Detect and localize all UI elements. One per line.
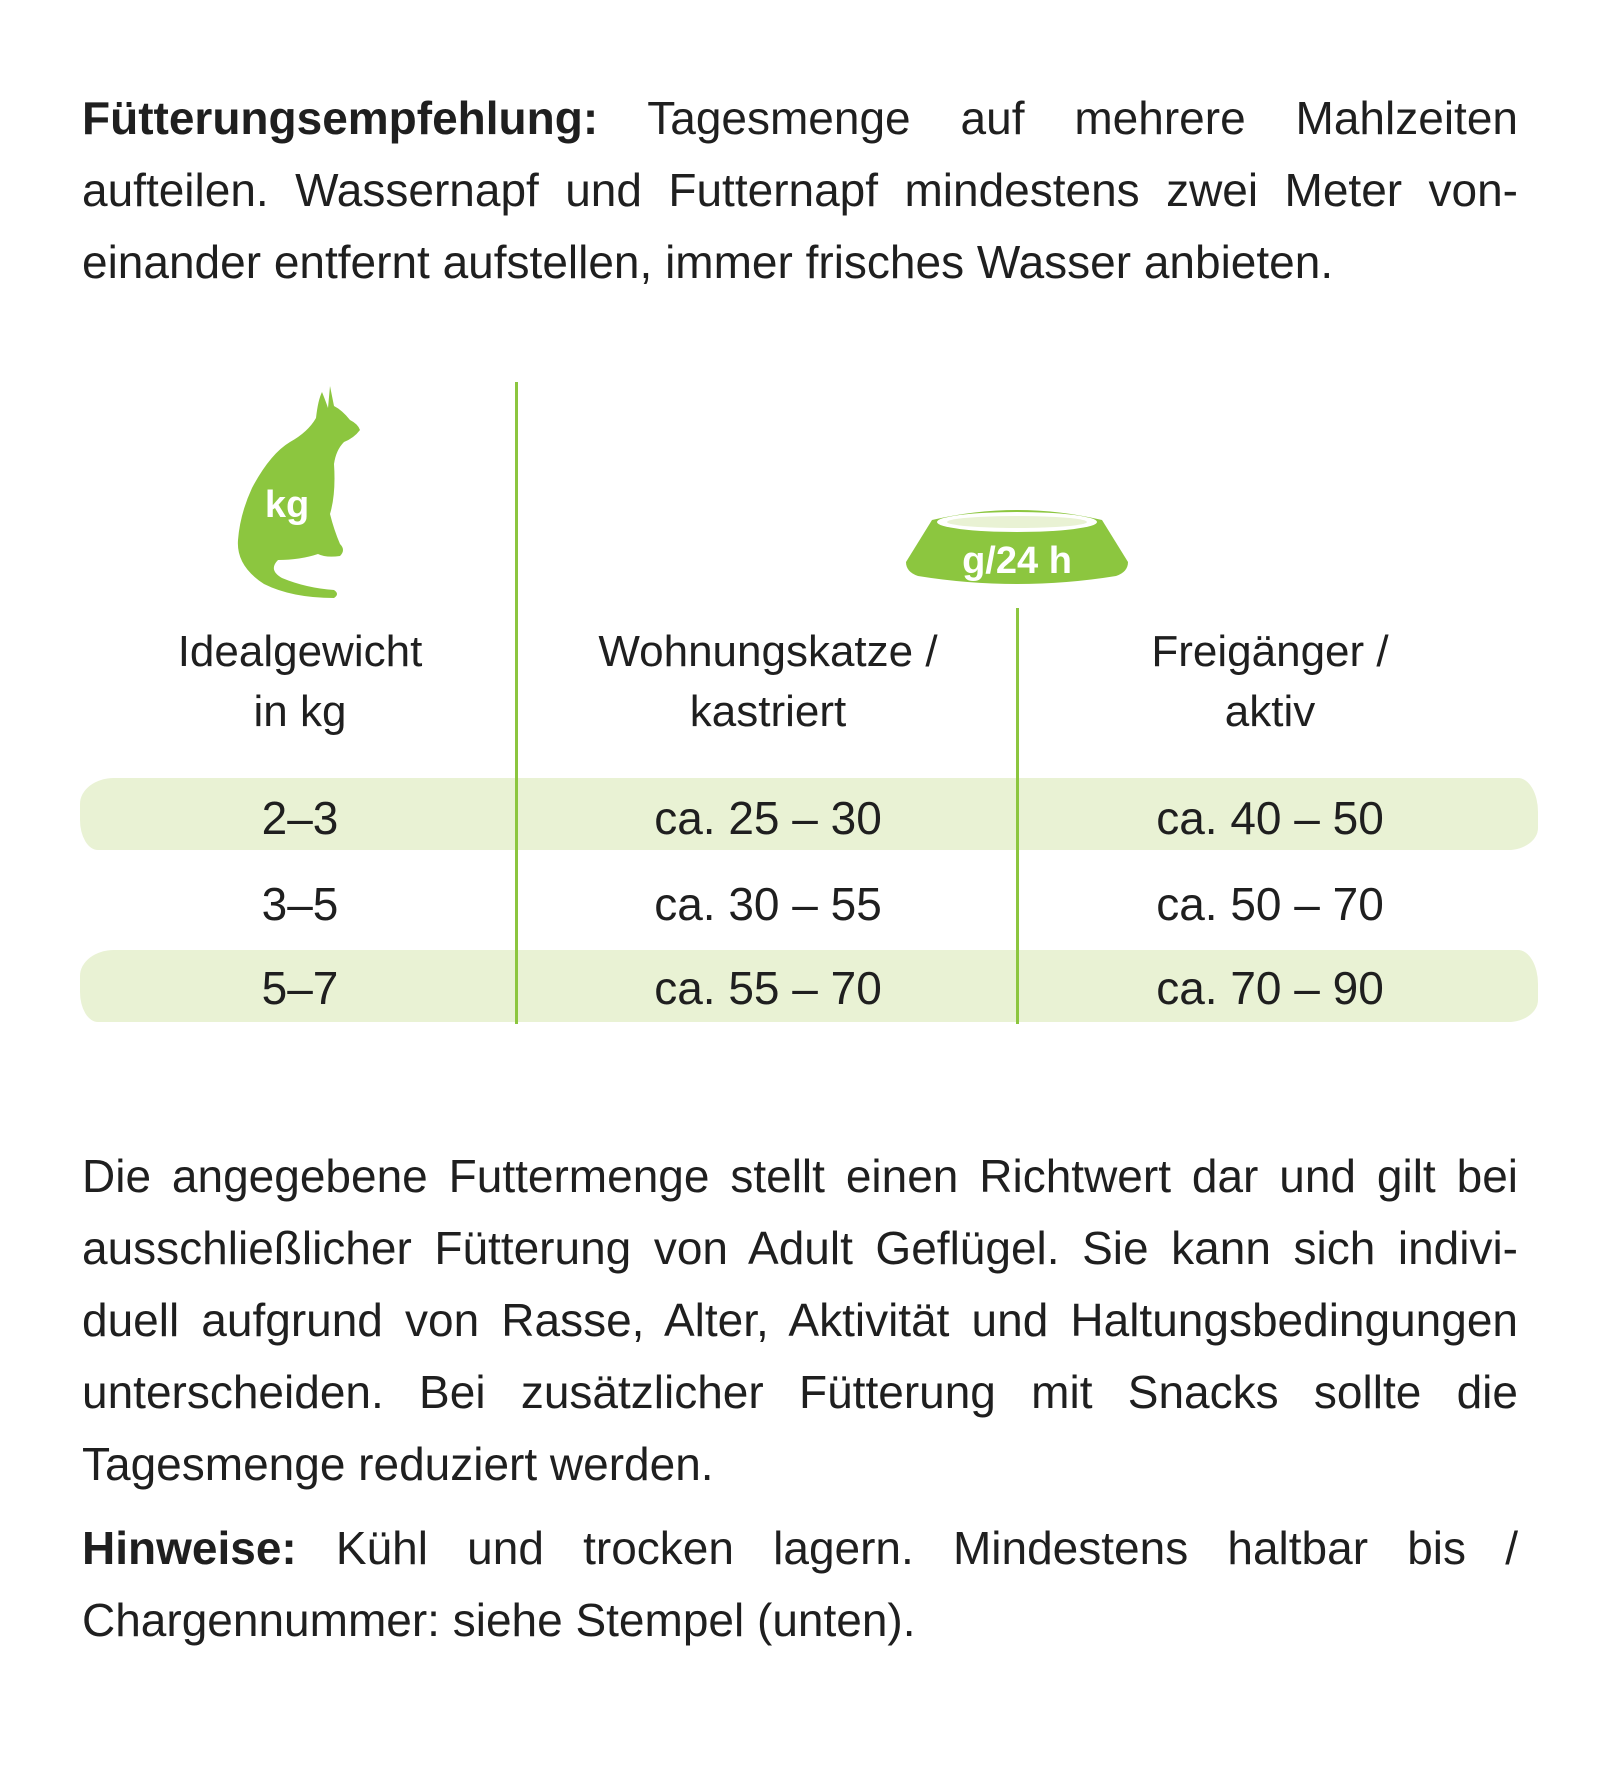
header-ideal-weight-line1: Idealgewicht — [177, 627, 423, 676]
cat-icon-label: kg — [264, 484, 310, 526]
header-indoor-cat-line2: kastriert — [689, 687, 847, 736]
header-indoor-cat — [520, 622, 1016, 742]
header-outdoor-cat-line1: Freigänger / — [1151, 627, 1389, 676]
feeding-recommendation-label: Fütterungsempfehlung: — [82, 92, 599, 144]
storage-hint-text: Kühl und trocken lagern. Mindestens haltbar bis / Chargennummer: siehe Stempel (unten). — [82, 1522, 1518, 1646]
header-ideal-weight-line2: in kg — [253, 687, 347, 736]
table-cell-indoor: ca. 30 – 55 — [654, 878, 882, 930]
table-cell-weight: 3–5 — [261, 878, 339, 930]
feeding-recommendation-paragraph — [82, 82, 1518, 298]
feeding-note-paragraph: Die angegebene Futtermenge stellt einen Richtwert dar und gilt bei ausschließlicher Fütterung von Adult Geflügel. Sie kann sich indivi-duell aufgrund von Rasse, Alter, Aktivität und Haltungsbedingungen unterscheiden. Bei zusätzlicher Fütterung mit Snacks sollte die Tagesmenge reduziert werden. — [82, 1150, 1518, 1490]
header-ideal-weight — [82, 622, 518, 742]
header-outdoor-cat-line2: aktiv — [1224, 687, 1316, 736]
storage-hint-label: Hinweise: — [82, 1522, 297, 1574]
table-cell-outdoor: ca. 40 – 50 — [1156, 792, 1384, 844]
header-outdoor-cat — [1020, 622, 1520, 742]
table-cell-weight: 5–7 — [261, 962, 339, 1014]
storage-hint-paragraph — [82, 1512, 1518, 1656]
column-divider-2 — [1016, 608, 1019, 1024]
table-cell-indoor: ca. 55 – 70 — [654, 962, 882, 1014]
table-cell-weight: 2–3 — [261, 792, 339, 844]
table-cell-outdoor: ca. 50 – 70 — [1156, 878, 1384, 930]
table-cell-indoor: ca. 25 – 30 — [654, 792, 882, 844]
feeding-recommendation-text: Tagesmenge auf mehrere Mahlzeiten aufteilen. Wassernapf und Futternapf mindestens zwei Meter von-einander entfernt aufstellen, immer frisches Wasser anbieten. — [82, 92, 1518, 288]
table-cell-outdoor: ca. 70 – 90 — [1156, 962, 1384, 1014]
header-indoor-cat-line1: Wohnungskatze / — [598, 627, 938, 676]
bowl-icon-label: g/24 h — [962, 540, 1072, 582]
